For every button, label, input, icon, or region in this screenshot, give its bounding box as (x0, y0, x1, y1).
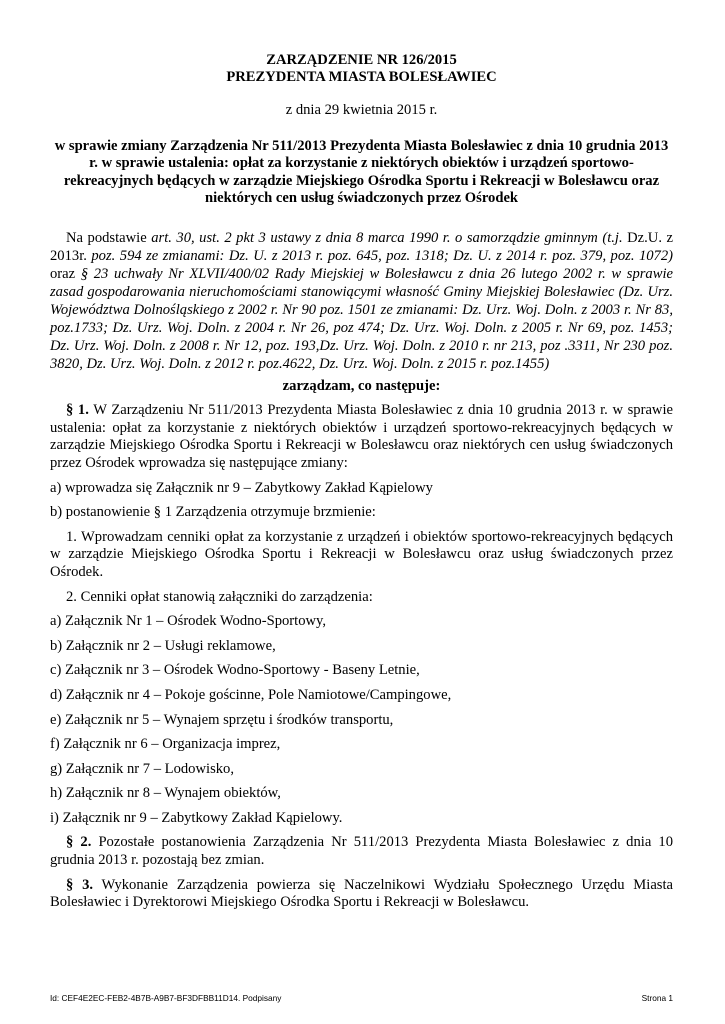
section-2-text: Pozostałe postanowienia Zarządzenia Nr 511/2013 Prezydenta Miasta Bolesławiec z dnia 10 grudnia 2013 r. pozostają bez zmian. (50, 834, 673, 869)
legal-basis-part-1: art. 30, ust. 2 pkt 3 ustawy z dnia 8 marca 1990 r. o samorządzie gminnym (t.j. (151, 229, 623, 246)
point-2: 2. Cenniki opłat stanowią załączniki do zarządzenia: (66, 588, 373, 605)
change-a: a) wprowadza się Załącznik nr 9 – Zabytkowy Zakład Kąpielowy (50, 479, 433, 496)
title-line-1: ZARZĄDZENIE NR 126/2015 (266, 52, 457, 68)
page-footer (50, 993, 673, 1003)
legal-basis-part-5: § 23 uchwały Nr XLVII/400/02 Rady Miejskiej w Bolesławcu z dnia 26 lutego 2002 r. w sprawie zasad gospodarowania nieruchomościami stanowiącymi własność Gminy Miejskiej Bolesławiec (Dz. Urz. Województwa Dolnośląskiego z 2002 r. Nr 90 poz. 1501 ze zmianami: Dz. Urz. Woj. Doln. z 2003 r. Nr 83, poz.1733; Dz. Urz. Woj. Doln. z 2004 r. Nr 26, poz 474; Dz. Urz. Woj. Doln. z 2005 r. Nr 69, poz. 1453; Dz. Urz. Woj. Doln. z 2008 r. Nr 12, poz. 193,Dz. Urz. Woj. Doln. z 2010 r. nr 213, poz .3311, Nr 230 poz. 3820, Dz. Urz. Woj. Doln. z 2012 r. poz.4622, Dz. Urz. Woj. Doln. z 2015 r. poz.1455) (50, 265, 673, 372)
section-3-mark: § 3. (66, 876, 94, 893)
legal-basis-part-4: oraz (50, 265, 81, 282)
document-title (50, 52, 673, 86)
section-1-mark: § 1. (66, 402, 89, 419)
title-line-2: PREZYDENTA MIASTA BOLESŁAWIEC (226, 69, 497, 85)
attachment-item: f) Załącznik nr 6 – Organizacja imprez, (50, 736, 281, 753)
legal-basis-part-2: Dz.U. z 2013r. (50, 229, 673, 264)
document-body (50, 52, 673, 912)
attachment-item: i) Załącznik nr 9 – Zabytkowy Zakład Kąpielowy. (50, 809, 343, 826)
attachment-list (50, 613, 673, 827)
document-date: z dnia 29 kwietnia 2015 r. (285, 102, 438, 118)
attachment-item: c) Załącznik nr 3 – Ośrodek Wodno-Sportowy - Baseny Letnie, (50, 662, 420, 679)
attachment-item: d) Załącznik nr 4 – Pokoje gościnne, Pole Namiotowe/Campingowe, (50, 686, 452, 703)
attachment-item: a) Załącznik Nr 1 – Ośrodek Wodno-Sportowy, (50, 613, 327, 630)
attachment-item: e) Załącznik nr 5 – Wynajem sprzętu i środków transportu, (50, 711, 394, 728)
attachment-item: b) Załącznik nr 2 – Usługi reklamowe, (50, 637, 276, 654)
change-b: b) postanowienie § 1 Zarządzenia otrzymuje brzmienie: (50, 504, 376, 521)
legal-basis-part-3: poz. 594 ze zmianami: Dz. U. z 2013 r. poz. 645, poz. 1318; Dz. U. z 2014 r. poz. 379, poz. 1072) (91, 247, 673, 264)
document-id: Id: CEF4E2EC-FEB2-4B7B-A9B7-BF3DFBB11D14. Podpisany (50, 993, 282, 1003)
section-2 (50, 834, 673, 869)
legal-basis-lead: Na podstawie (66, 229, 152, 246)
section-1-text: W Zarządzeniu Nr 511/2013 Prezydenta Miasta Bolesławiec z dnia 10 grudnia 2013 r. w sprawie ustalenia: opłat za korzystanie z niektórych obiektów i urządzeń sportowo-rekreacyjnych będących w zarządzie Miejskiego Ośrodka Sportu i Rekreacji w Bolesławcu oraz niektórych cen usług świadczonych przez Ośrodek wprowadza się następujące zmiany: (50, 402, 673, 471)
legal-basis (50, 229, 673, 373)
section-3 (50, 877, 673, 912)
zarzadzam-heading: zarządzam, co następuje: (282, 377, 441, 394)
document-subject: w sprawie zmiany Zarządzenia Nr 511/2013 Prezydenta Miasta Bolesławiec z dnia 10 grudnia 2013 r. w sprawie ustalenia: opłat za korzystanie z niektórych obiektów i urządzeń sportowo-rekreacyjnych będących w zarządzie Miejskiego Ośrodka Sportu i Rekreacji w Bolesławcu oraz niektórych cen usług świadczonych przez Ośrodek (54, 137, 669, 207)
attachment-item: g) Załącznik nr 7 – Lodowisko, (50, 760, 234, 777)
page-number: Strona 1 (641, 993, 673, 1003)
attachment-item: h) Załącznik nr 8 – Wynajem obiektów, (50, 785, 281, 802)
section-3-text: Wykonanie Zarządzenia powierza się Naczelnikowi Wydziału Społecznego Urzędu Miasta Bolesławiec i Dyrektorowi Miejskiego Ośrodka Sportu i Rekreacji w Bolesławcu. (50, 876, 674, 911)
section-1 (50, 402, 673, 472)
point-1: 1. Wprowadzam cenniki opłat za korzystanie z urządzeń i obiektów sportowo-rekreacyjnych będących w zarządzie Miejskiego Ośrodka Sportu i Rekreacji w Bolesławcu oraz usług świadczonych przez Ośrodek. (50, 528, 673, 580)
section-2-mark: § 2. (66, 834, 92, 851)
